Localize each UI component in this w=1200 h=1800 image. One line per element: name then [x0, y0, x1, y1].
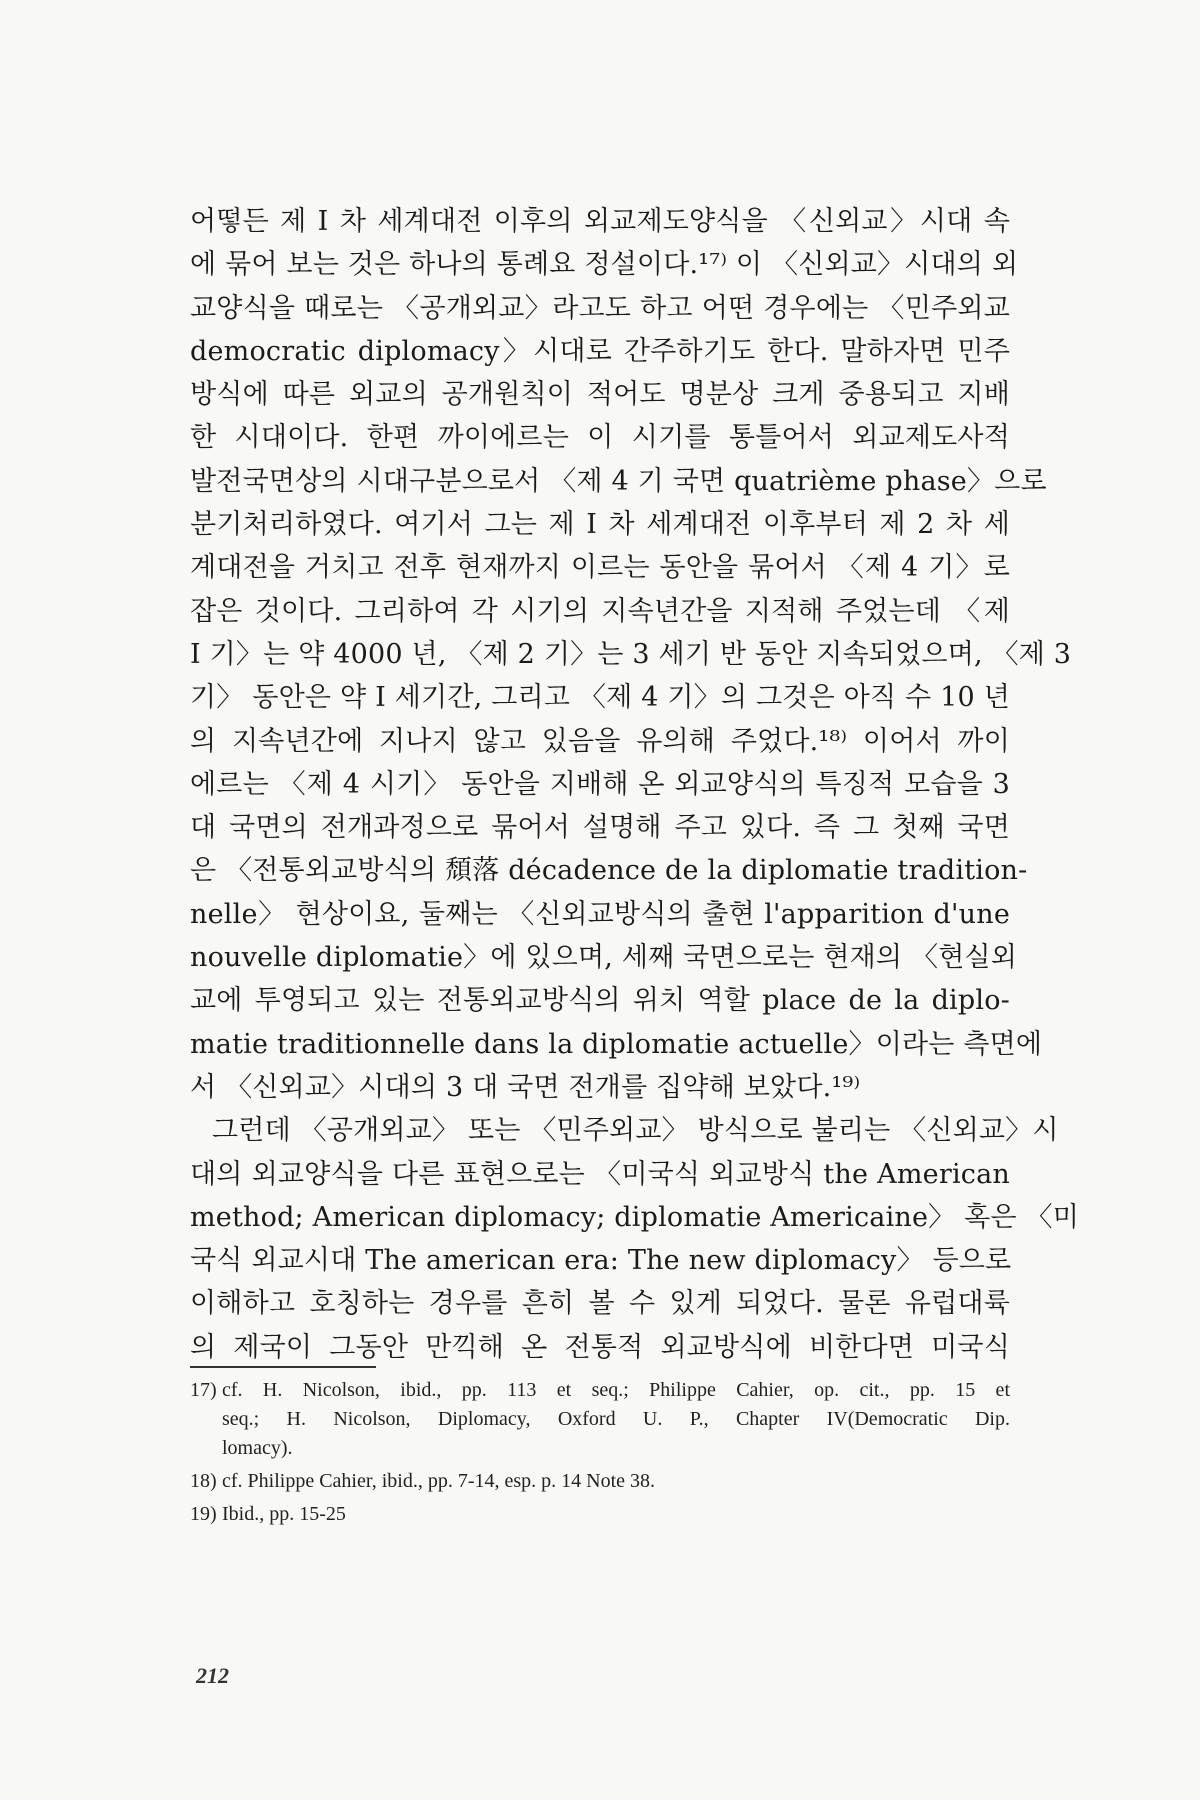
footnote-body [222, 1500, 1010, 1529]
body-line: 방식에 따른 외교의 공개원칙이 적어도 명분상 크게 중용되고 지배 [190, 379, 1010, 411]
footnote-line: seq.; H. Nicolson, Diplomacy, Oxford U. P., Chapter IV(Democratic Dip. [222, 1408, 1010, 1430]
footnote-19 [190, 1500, 1010, 1529]
body-line: 계대전을 거치고 전후 현재까지 이르는 동안을 묶어서 〈제 4 기〉로 [190, 552, 1010, 584]
footnote-number: 19) [190, 1503, 217, 1525]
body-line: 교에 투영되고 있는 전통외교방식의 위치 역할 place de la diplo- [190, 985, 1010, 1017]
body-line: 한 시대이다. 한편 까이에르는 이 시기를 통틀어서 외교제도사적 [190, 422, 1010, 454]
footnote-body [222, 1467, 1010, 1496]
body-line: 서 〈신외교〉시대의 3 대 국면 전개를 집약해 보았다.¹⁹⁾ [190, 1071, 861, 1103]
body-line: method; American diplomacy; diplomatie Americaine〉 혹은 〈미 [190, 1201, 1079, 1233]
body-line: matie traditionnelle dans la diplomatie actuelle〉이라는 측면에 [190, 1028, 1043, 1060]
footnote-18 [190, 1467, 1010, 1496]
body-line: nelle〉 현상이요, 둘째는 〈신외교방식의 출현 l'apparition d'une [190, 898, 1010, 930]
body-line: 어떻든 제 I 차 세계대전 이후의 외교제도양식을 〈신외교〉시대 속 [190, 206, 1010, 237]
body-line: 대 국면의 전개과정으로 묶어서 설명해 주고 있다. 즉 그 첫째 국면 [190, 812, 1010, 844]
body-text [190, 200, 1079, 1369]
footnote-line: cf. H. Nicolson, ibid., pp. 113 et seq.; Philippe Cahier, op. cit., pp. 15 et [222, 1379, 1010, 1401]
body-line: 분기처리하였다. 여기서 그는 제 I 차 세계대전 이후부터 제 2 차 세 [190, 509, 1010, 541]
body-line: democratic diplomacy〉시대로 간주하기도 한다. 말하자면 민주 [190, 335, 1010, 367]
body-line: 에르는 〈제 4 시기〉 동안을 지배해 온 외교양식의 특징적 모습을 3 [190, 768, 1010, 800]
footnote-number: 18) [190, 1470, 217, 1492]
footnote-body [222, 1376, 1010, 1463]
body-line: 기〉 동안은 약 I 세기간, 그리고 〈제 4 기〉의 그것은 아직 수 10 년 [190, 682, 1010, 714]
footnote-line: cf. Philippe Cahier, ibid., pp. 7-14, esp. p. 14 Note 38. [222, 1470, 656, 1492]
footnote-line: lomacy). [222, 1437, 293, 1459]
footnote-line: Ibid., pp. 15-25 [222, 1503, 346, 1525]
body-line: 발전국면상의 시대구분으로서 〈제 4 기 국면 quatrième phase〉으로 [190, 465, 1047, 497]
footnotes [190, 1376, 1010, 1533]
body-line: 국식 외교시대 The american era: The new diplomacy〉 등으로 [190, 1245, 1012, 1277]
body-line: 이해하고 호칭하는 경우를 흔히 볼 수 있게 되었다. 물론 유럽대륙 [190, 1288, 1010, 1320]
body-line: 그런데 〈공개외교〉 또는 〈민주외교〉 방식으로 불리는 〈신외교〉시 [212, 1115, 1059, 1147]
body-line: 대의 외교양식을 다른 표현으로는 〈미국식 외교방식 the American [190, 1158, 1010, 1190]
body-line: 잡은 것이다. 그리하여 각 시기의 지속년간을 지적해 주었는데 〈제 [190, 595, 1010, 627]
footnote-17 [190, 1376, 1010, 1463]
footnote-number: 17) [190, 1379, 217, 1401]
page-number: 212 [196, 1663, 229, 1688]
body-line: nouvelle diplomatie〉에 있으며, 세째 국면으로는 현재의 〈현실외 [190, 942, 1018, 974]
body-line: 의 제국이 그동안 만끽해 온 전통적 외교방식에 비한다면 미국식 [190, 1331, 1010, 1363]
body-line: I 기〉는 약 4000 년, 〈제 2 기〉는 3 세기 반 동안 지속되었으며, 〈제 3 [190, 638, 1072, 670]
body-line: 에 묶어 보는 것은 하나의 통례요 정설이다.¹⁷⁾ 이 〈신외교〉시대의 외 [190, 249, 1019, 281]
body-line: 의 지속년간에 지나지 않고 있음을 유의해 주었다.¹⁸⁾ 이어서 까이 [190, 725, 1010, 757]
body-line: 은 〈전통외교방식의 頹落 décadence de la diplomatie tradition- [190, 855, 1028, 887]
footnote-divider [190, 1366, 376, 1368]
body-line: 교양식을 때로는 〈공개외교〉라고도 하고 어떤 경우에는 〈민주외교 [190, 292, 1010, 324]
